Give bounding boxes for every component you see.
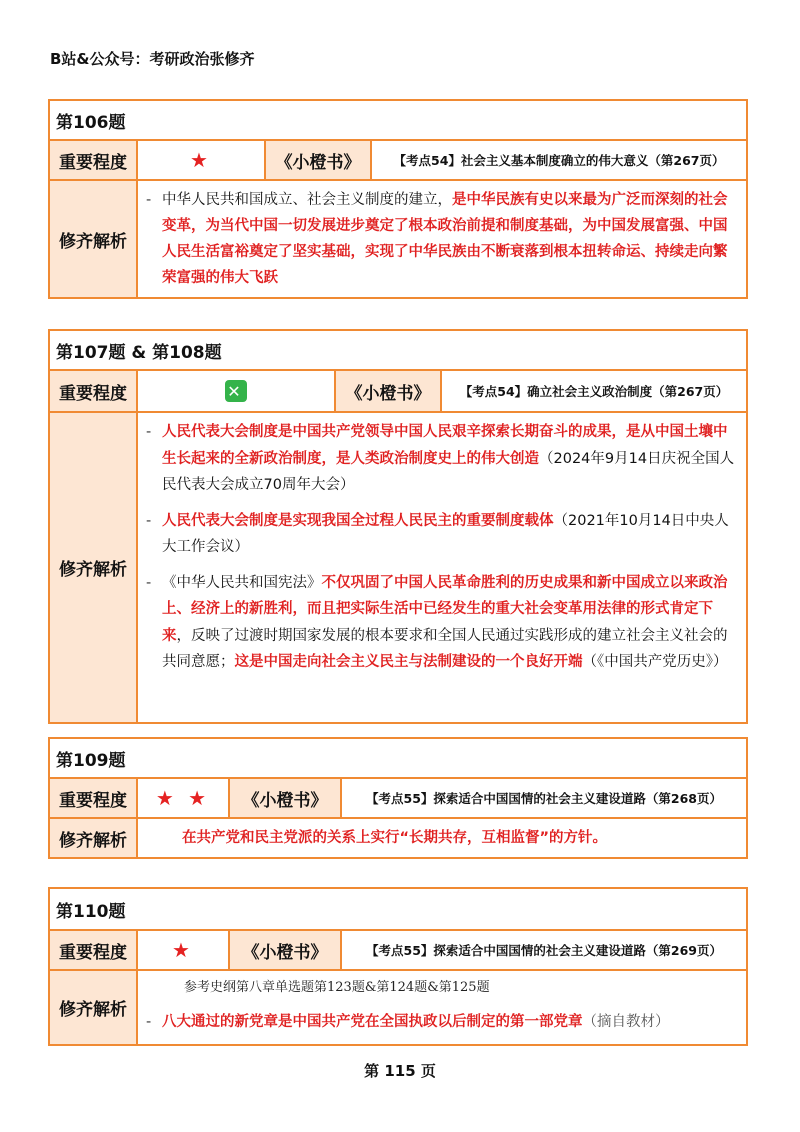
importance-stars: ★ xyxy=(138,141,266,179)
analysis-label: 修齐解析 xyxy=(50,413,138,722)
reference-note: 参考史纲第八章单选题第123题&第124题&第125题 xyxy=(184,980,490,995)
analysis-content xyxy=(138,181,746,297)
question-block-109 xyxy=(48,737,748,859)
analysis-label: 修齐解析 xyxy=(50,819,138,857)
page-number: 第 115 页 xyxy=(364,1062,436,1080)
importance-indicator xyxy=(138,371,336,411)
key-point: 【考点54】确立社会主义政治制度（第267页） xyxy=(459,384,729,399)
analysis-highlight: 人民代表大会制度是实现我国全过程人民民主的重要制度载体 xyxy=(162,512,554,529)
analysis-text: 中华人民共和国成立、社会主义制度的建立， xyxy=(162,192,452,208)
question-title: 第109题 xyxy=(56,750,126,771)
analysis-item: - 中华人民共和国成立、社会主义制度的建立，是中华民族有史以来最为广泛而深刻的社会变革，为当代中国一切发展进步奠定了根本政治前提和制度基础，为中国发展富强、中国人民生活富裕奠定了坚实基础，实现了中华民族由不断衰落到根本扭转命运、持续走向繁荣富强的伟大飞跃 xyxy=(146,192,728,286)
analysis-highlight: 这是中国走向社会主义民主与法制建设的一个良好开端 xyxy=(234,654,583,670)
page-header: B站&公众号：考研政治张修齐 xyxy=(50,50,255,68)
analysis-text: （2024年9月14日庆祝全国人民代表大会成立70周年大会） xyxy=(162,450,735,493)
analysis-highlight: 不仅巩固了中国人民革命胜利的历史成果和新中国成立以来政治上、经济上的新胜利，而且把实际生活中已经发生的重大社会变革用法律的形式肯定下来 xyxy=(162,574,728,644)
key-point: 【考点54】社会主义基本制度确立的伟大意义（第267页） xyxy=(393,153,725,168)
analysis-item: - 人民代表大会制度是中国共产党领导中国人民艰辛探索长期奋斗的成果，是从中国土壤中生长起来的全新政治制度，是人类政治制度史上的伟大创造（2024年9月14日庆祝全国人民代表大会成立70周年大会） xyxy=(146,424,735,493)
analysis-item: - 人民代表大会制度是实现我国全过程人民民主的重要制度载体（2021年10月14日中央人大工作会议） xyxy=(146,512,729,555)
importance-label: 重要程度 xyxy=(50,779,138,817)
book-label: 《小橙书》 xyxy=(230,931,342,969)
importance-stars: ★ xyxy=(138,931,230,969)
analysis-highlight: 是中华民族有史以来最为广泛而深刻的社会变革，为当代中国一切发展进步奠定了根本政治前提和制度基础，为中国发展富强、中国人民生活富裕奠定了坚实基础，实现了中华民族由不断衰落到根本扭转命运、持续走向繁荣富强的伟大飞跃 xyxy=(162,192,728,286)
analysis-text: ，反映了过渡时期国家发展的根本要求和全国人民通过实践形成的建立社会主义社会的共同意愿； xyxy=(162,627,728,670)
question-block-107-108 xyxy=(48,329,748,724)
book-label: 《小橙书》 xyxy=(336,371,442,411)
analysis-item: - 八大通过的新党章是中国共产党在全国执政以后制定的第一部党章（摘自教材） xyxy=(146,1014,670,1030)
question-block-106 xyxy=(48,99,748,299)
analysis-content xyxy=(138,819,746,857)
importance-label: 重要程度 xyxy=(50,931,138,969)
x-mark-icon: ✕ xyxy=(225,380,247,402)
analysis-text: （2021年10月14日中央人大工作会议） xyxy=(162,512,729,555)
question-title: 第107题 & 第108题 xyxy=(56,342,222,363)
analysis-content xyxy=(138,971,746,1044)
question-block-110 xyxy=(48,887,748,1046)
analysis-text: （《中国共产党历史》） xyxy=(582,654,728,670)
analysis-label: 修齐解析 xyxy=(50,971,138,1044)
analysis-highlight: 八大通过的新党章是中国共产党在全国执政以后制定的第一部党章 xyxy=(162,1014,583,1030)
book-label: 《小橙书》 xyxy=(266,141,372,179)
importance-stars: ★ ★ xyxy=(138,779,230,817)
analysis-text: 《中华人民共和国宪法》 xyxy=(162,574,322,591)
analysis-item: - 《中华人民共和国宪法》不仅巩固了中国人民革命胜利的历史成果和新中国成立以来政治上、经济上的新胜利，而且把实际生活中已经发生的重大社会变革用法律的形式肯定下来，反映了过渡时期国家发展的根本要求和全国人民通过实践形成的建立社会主义社会的共同意愿；这是中国走向社会主义民主与法制建设的一个良好开端（《中国共产党历史》） xyxy=(146,574,728,670)
question-title: 第106题 xyxy=(56,112,126,133)
importance-label: 重要程度 xyxy=(50,371,138,411)
analysis-text: （摘自教材） xyxy=(582,1014,670,1030)
book-label: 《小橙书》 xyxy=(230,779,342,817)
analysis-highlight: 在共产党和民主党派的关系上实行“长期共存，互相监督”的方针。 xyxy=(182,830,608,846)
analysis-content xyxy=(138,413,746,722)
key-point: 【考点55】探索适合中国国情的社会主义建设道路（第269页） xyxy=(366,943,722,958)
key-point: 【考点55】探索适合中国国情的社会主义建设道路（第268页） xyxy=(366,791,722,806)
analysis-highlight: 人民代表大会制度是中国共产党领导中国人民艰辛探索长期奋斗的成果，是从中国土壤中生长起来的全新政治制度，是人类政治制度史上的伟大创造 xyxy=(162,424,728,467)
analysis-label: 修齐解析 xyxy=(50,181,138,297)
question-title: 第110题 xyxy=(56,901,126,922)
importance-label: 重要程度 xyxy=(50,141,138,179)
